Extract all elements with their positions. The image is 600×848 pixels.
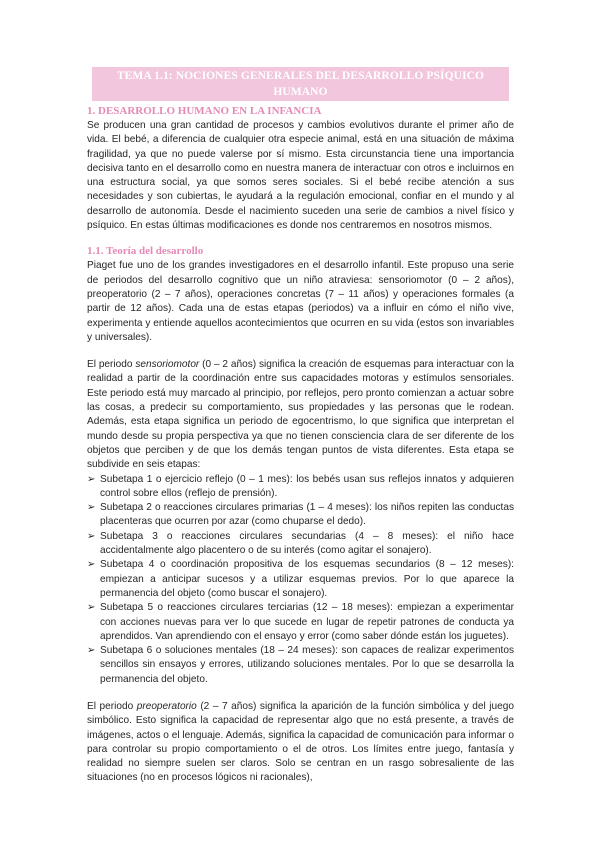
preoperational-after: (2 – 7 años) significa la aparición de la función simbólica y del juego simbólico. Esto significa la capacidad de representar algo que no está presente, a través de imágenes, actos o el lenguaje. Además, significa la capacidad de comunicación para informar o para controlar su propio comportamiento o el de otros. Los límites entre juego, fantasía y realidad no siempre suelen ser claros. Solo se centran en un rasgo sobresaliente de las situaciones (no en procesos lógicos ni racionales), — [87, 700, 514, 784]
list-item — [87, 644, 514, 687]
preoperational-before: El periodo — [87, 700, 137, 712]
substage-list — [87, 473, 514, 687]
sensorimotor-intro-before: El periodo — [87, 359, 136, 371]
list-item — [87, 530, 514, 559]
list-item — [87, 601, 514, 644]
document-content — [87, 67, 514, 786]
section-heading-1: 1. DESARROLLO HUMANO EN LA INFANCIA — [87, 105, 322, 117]
substage-text: Subetapa 6 o soluciones mentales (18 – 24 meses): son capaces de realizar experimentos sencillos sin ensayos y errores, utilizando soluciones mentales. Por lo que se desarrolla la permanencia del objeto. — [100, 645, 514, 685]
arrow-bullet-icon: ➢ — [87, 559, 96, 571]
substage-text: Subetapa 4 o coordinación propositiva de los esquemas secundarios (8 – 12 meses): empiezan a anticipar sucesos y a utilizar esquemas previos. Por lo que aparece la permanencia del objeto (como buscar el sonajero). — [100, 559, 514, 599]
list-item — [87, 473, 514, 502]
sensorimotor-term: sensoriomotor — [135, 359, 200, 371]
sensorimotor-paragraph — [87, 358, 514, 472]
list-item — [87, 558, 514, 601]
list-item — [87, 501, 514, 530]
section-1-1-paragraph: Piaget fue uno de los grandes investigadores en el desarrollo infantil. Este propuso una serie de periodos del desarrollo cognitivo que un niño atraviesa: sensoriomotor (0 – 2 años), preoperatorio (2 – 7 años), operaciones concretas (7 – 11 años) y operaciones formales (a partir de 12 años). Cada una de estas etapas (periodos) va a influir en cómo el niño vive, experimenta y entiende aquellos acontecimientos que ocurren en su vida (estos son invariables y universales). — [87, 260, 514, 343]
substage-text: Subetapa 3 o reacciones circulares secundarias (4 – 8 meses): el niño hace accidentalmente algo placentero o de su interés (como agitar el sonajero). — [100, 530, 514, 557]
arrow-bullet-icon: ➢ — [87, 602, 96, 614]
preoperational-term: preoperatorio — [136, 700, 197, 712]
sensorimotor-intro-after: (0 – 2 años) significa la creación de esquemas para interactuar con la realidad a partir de la coordinación entre sus capacidades motoras y estímulos sensoriales. Este periodo está muy marcado al principio, por reflejos, pero pronto comienzan a actuar sobre las cosas, a predecir su comportamiento, sus propiedades y las personas que le rodean. Además, esta etapa significa un periodo de egocentrismo, lo que significa que interpretan el mundo desde su propia perspectiva ya que no tienen consciencia clara de ser diferente de los objetos que perciben y de que los demás tengan puntos de vista diferentes. Esta etapa se subdivide en seis etapas: — [87, 359, 515, 471]
arrow-bullet-icon: ➢ — [87, 502, 96, 514]
document-title: TEMA 1.1: NOCIONES GENERALES DEL DESARROLLO PSÍQUICO HUMANO — [92, 67, 509, 101]
substage-text: Subetapa 1 o ejercicio reflejo (0 – 1 mes): los bebés usan sus reflejos innatos y adquieren control sobre ellos (reflejo de prensión). — [100, 473, 514, 499]
arrow-bullet-icon: ➢ — [87, 645, 96, 657]
preoperational-paragraph — [87, 700, 514, 786]
substage-text: Subetapa 5 o reacciones circulares terciarias (12 – 18 meses): empiezan a experimentar con acciones nuevas para ver lo que sucede en lugar de repetir patrones de conducta ya aprendidos. Van aprendiendo con el ensayo y error (como saber dónde están los juguetes). — [100, 602, 514, 642]
substage-text: Subetapa 2 o reacciones circulares primarias (1 – 4 meses): los niños repiten las conductas placenteras que ocurren por azar (como chuparse el dedo). — [100, 502, 514, 528]
section-1-paragraph: Se producen una gran cantidad de procesos y cambios evolutivos durante el primer año de vida. El bebé, a diferencia de cualquier otra especie animal, está en una situación de máxima fragilidad, ya que no puede valerse por sí mismo. Esta circunstancia tiene una importancia decisiva tanto en el desarrollo como en nuestra manera de interactuar con otros e incluirnos en una estructura social, ya que somos seres sociales. Si el bebé recibe atención a sus necesidades y son cubiertas, le ayudará a la regulación emocional, confiar en el mundo y al desarrollo de autonomía. Desde el nacimiento suceden una serie de cambios a nivel físico y psíquico. En estas últimas modificaciones es donde nos centraremos en nosotros mismos. — [87, 120, 514, 232]
arrow-bullet-icon: ➢ — [87, 473, 96, 485]
section-heading-1-1: 1.1. Teoría del desarrollo — [87, 245, 204, 258]
arrow-bullet-icon: ➢ — [87, 530, 96, 542]
